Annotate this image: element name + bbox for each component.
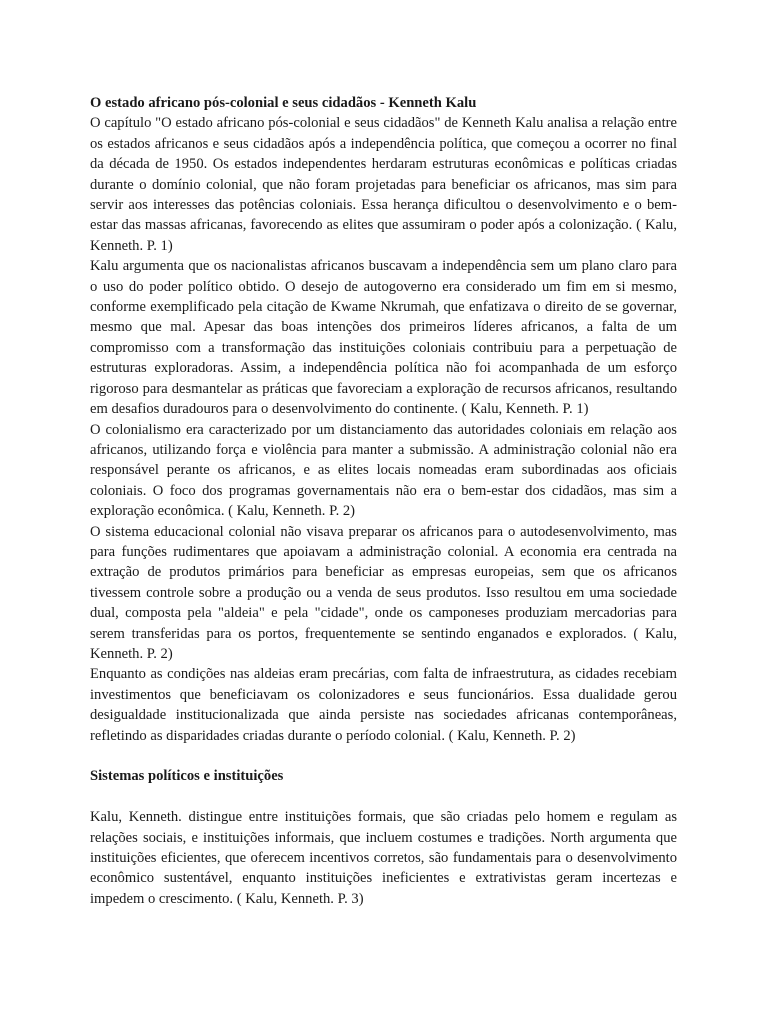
document-page bbox=[90, 93, 677, 909]
spacer bbox=[90, 746, 677, 766]
paragraph-5: Enquanto as condições nas aldeias eram precárias, com falta de infraestrutura, as cidades recebiam investimentos que beneficiavam os colonizadores e seus funcionários. Essa dualidade gerou desigualdade institucionalizada que ainda persiste nas sociedades africanas contemporâneas, refletindo as disparidades criadas durante o período colonial. ( Kalu, Kenneth. P. 2) bbox=[90, 666, 677, 744]
paragraph-1: O capítulo "O estado africano pós-colonial e seus cidadãos" de Kenneth Kalu analisa a relação entre os estados africanos e seus cidadãos após a independência política, que começou a ocorrer no final da década de 1950. Os estados independentes herdaram estruturas econômicas e políticas criadas durante o domínio colonial, que não foram projetadas para beneficiar os africanos, mas sim para servir aos interesses das potências coloniais. Essa herança dificultou o desenvolvimento e o bem-estar das massas africanas, favorecendo as elites que assumiram o poder após a colonização. ( Kalu, Kenneth. P. 1) bbox=[90, 115, 677, 254]
spacer bbox=[90, 787, 677, 807]
section-paragraph: Kalu, Kenneth. distingue entre instituições formais, que são criadas pelo homem e regulam as relações sociais, e instituições informais, que incluem costumes e tradições. North argumenta que instituições eficientes, que oferecem incentivos corretos, são fundamentais para o desenvolvimento econômico sustentável, enquanto instituições ineficientes e extrativistas geram incertezas e impedem o crescimento. ( Kalu, Kenneth. P. 3) bbox=[90, 809, 677, 907]
document-title: O estado africano pós-colonial e seus cidadãos - Kenneth Kalu bbox=[90, 95, 477, 111]
paragraph-4: O sistema educacional colonial não visava preparar os africanos para o autodesenvolvimento, mas para funções rudimentares que apoiavam a administração colonial. A economia era centrada na extração de produtos primários para beneficiar as empresas europeias, sem que os africanos tivessem controle sobre a produção ou a venda de seus produtos. Isso resultou em uma sociedade dual, composta pela "aldeia" e pela "cidade", onde os camponeses produziam mercadorias para serem transferidas para os portos, frequentemente se sentindo enganados e explorados. ( Kalu, Kenneth. P. 2) bbox=[90, 523, 677, 662]
paragraph-3: O colonialismo era caracterizado por um distanciamento das autoridades coloniais em relação aos africanos, utilizando força e violência para manter a submissão. A administração colonial não era responsável perante os africanos, e as elites locais nomeadas eram subordinadas aos oficiais coloniais. O foco dos programas governamentais não era o bem-estar dos cidadãos, mas sim a exploração econômica. ( Kalu, Kenneth. P. 2) bbox=[90, 421, 677, 520]
paragraph-2: Kalu argumenta que os nacionalistas africanos buscavam a independência sem um plano claro para o uso do poder político obtido. O desejo de autogoverno era considerado um fim em si mesmo, conforme exemplificado pela citação de Kwame Nkrumah, que enfatizava o direito de se governar, mesmo que mal. Apesar das boas intenções dos primeiros líderes africanos, a falta de um compromisso com a transformação das instituições coloniais contribuiu para a perpetuação de estruturas exploradoras. Assim, a independência política não foi acompanhada de um esforço rigoroso para desmantelar as práticas que favoreciam a exploração de recursos africanos, resultando em desafios duradouros para o desenvolvimento do continente. ( Kalu, Kenneth. P. 1) bbox=[90, 258, 677, 418]
section-heading: Sistemas políticos e instituições bbox=[90, 768, 284, 785]
